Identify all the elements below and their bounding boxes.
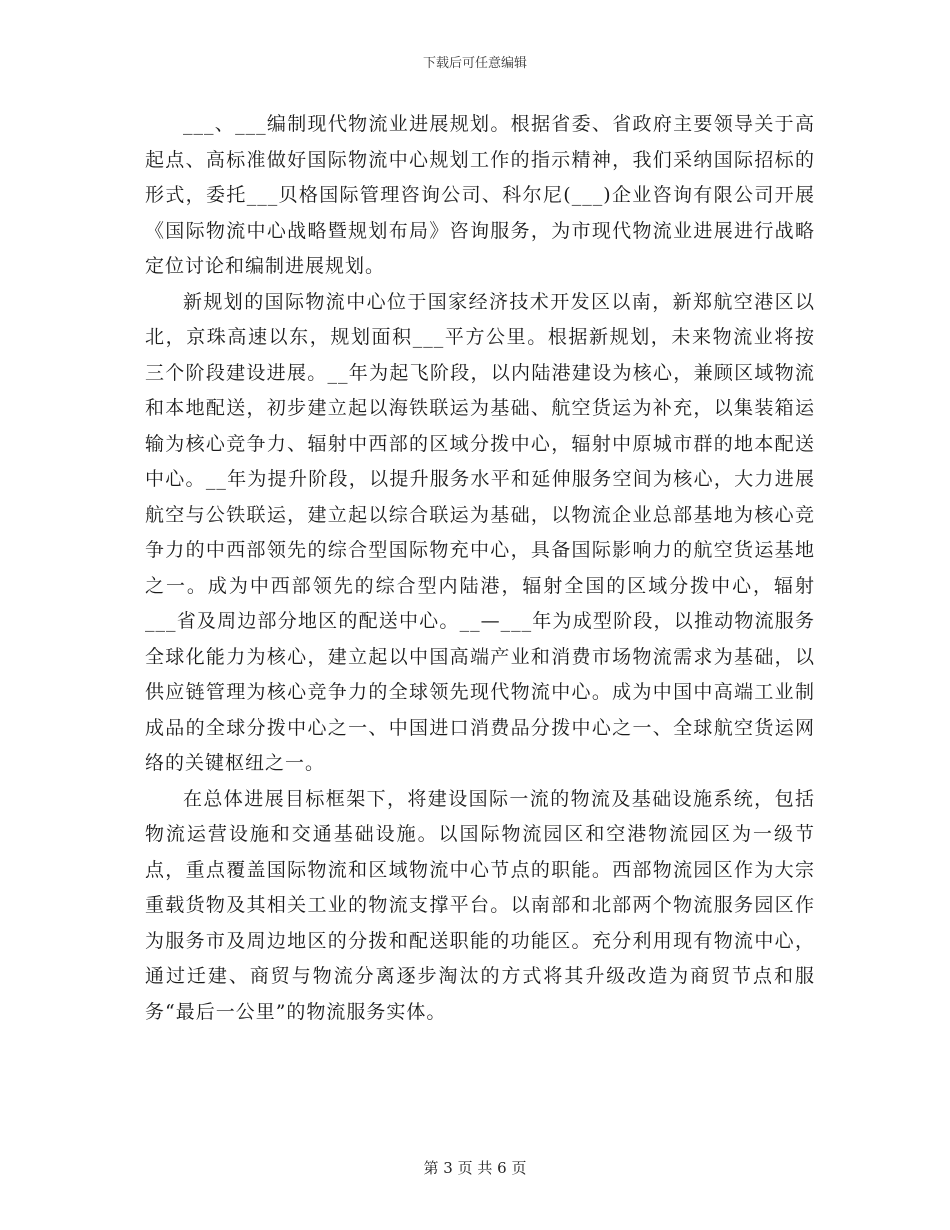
- page-number-footer: 第 3 页 共 6 页: [423, 1159, 527, 1177]
- document-body: [145, 107, 815, 1030]
- paragraph-planning-commission: ___、___编制现代物流业进展规划。根据省委、省政府主要领导关于高起点、高标准做好国际物流中心规划工作的指示精神，我们采纳国际招标的形式，委托___贝格国际管理咨询公司、科尔尼(___)企业咨询有限公司开展《国际物流中心战略暨规划布局》咨询服务，为市现代物流业进展进行战略定位讨论和编制进展规划。: [145, 113, 815, 277]
- paragraph-infrastructure-system: 在总体进展目标框架下，将建设国际一流的物流及基础设施系统，包括物流运营设施和交通基础设施。以国际物流园区和空港物流园区为一级节点，重点覆盖国际物流和区域物流中心节点的职能。西部物流园区作为大宗重载货物及其相关工业的物流支撑平台。以南部和北部两个物流服务园区作为服务市及周边地区的分拨和配送职能的功能区。充分利用现有物流中心，通过迁建、商贸与物流分离逐步淘汰的方式将其升级改造为商贸节点和服务“最后一公里”的物流服务实体。: [145, 787, 815, 1023]
- paragraph-three-stage-plan: 新规划的国际物流中心位于国家经济技术开发区以南，新郑航空港区以北，京珠高速以东，规划面积___平方公里。根据新规划，未来物流业将按三个阶段建设进展。__年为起飞阶段，以内陆港建设为核心，兼顾区域物流和本地配送，初步建立起以海铁联运为基础、航空货运为补充，以集装箱运输为核心竞争力、辐射中西部的区域分拨中心，辐射中原城市群的地本配送中心。__年为提升阶段，以提升服务水平和延伸服务空间为核心，大力进展航空与公铁联运，建立起以综合联运为基础，以物流企业总部基地为核心竞争力的中西部领先的综合型国际物充中心，具备国际影响力的航空货运基地之一。成为中西部领先的综合型内陆港，辐射全国的区域分拨中心，辐射___省及周边部分地区的配送中心。__—___年为成型阶段，以推动物流服务全球化能力为核心，建立起以中国高端产业和消费市场物流需求为基础，以供应链管理为核心竞争力的全球领先现代物流中心。成为中国中高端工业制成品的全球分拨中心之一、中国进口消费品分拨中心之一、全球航空货运网络的关键枢纽之一。: [145, 290, 815, 774]
- page-header-note: 下载后可任意编辑: [422, 56, 527, 71]
